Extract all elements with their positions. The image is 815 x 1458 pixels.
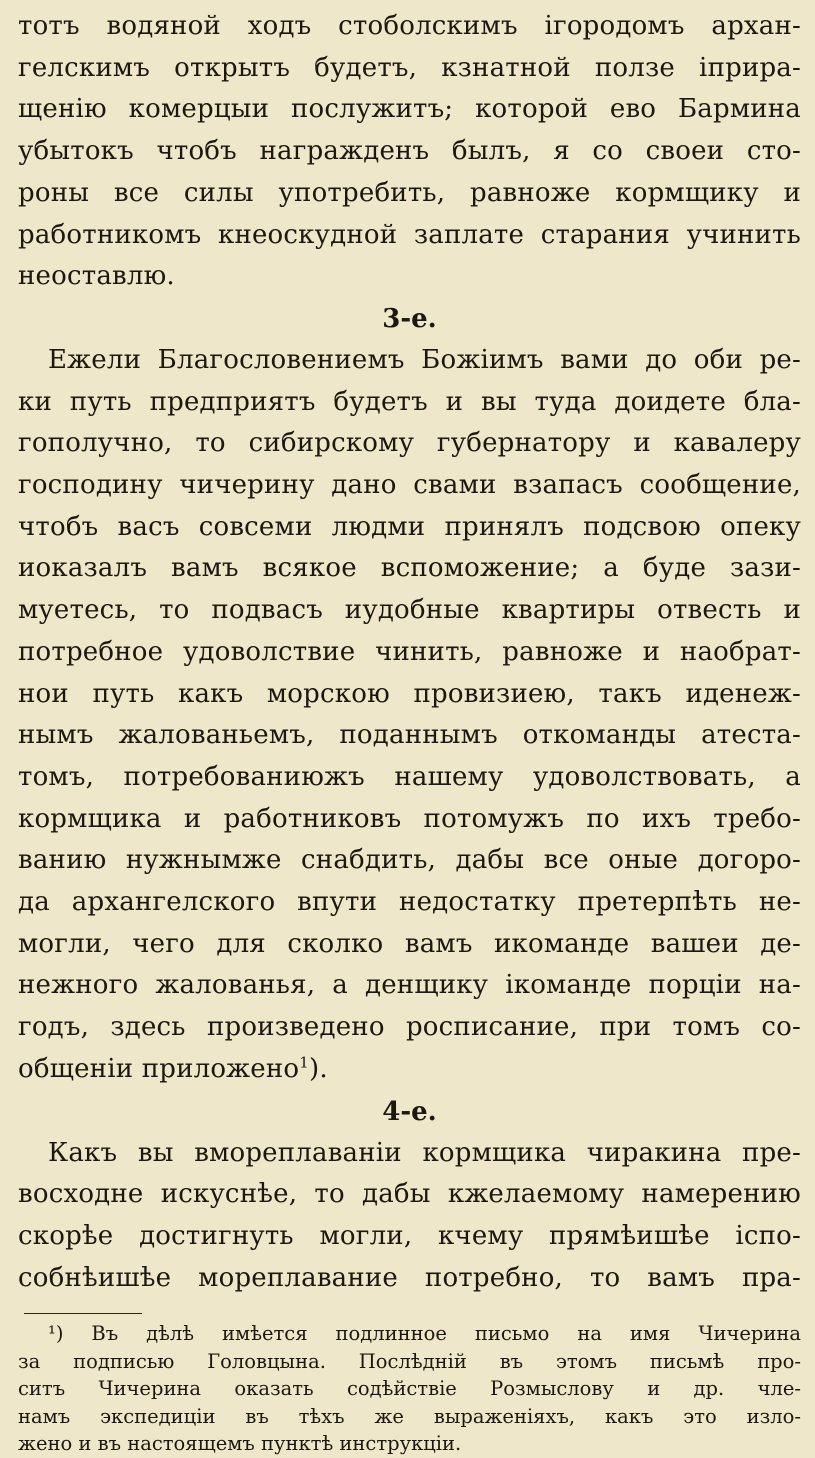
text-line: ки путь предприятъ будетъ и вы туда доидете бла- [18, 386, 801, 417]
text-line: муетесь, то подвасъ иудобные квартиры отвесть и [18, 595, 801, 626]
footnote-divider [24, 1313, 142, 1314]
text-line: гополучно, то сибирскому губернатору и кавалеру [18, 428, 801, 459]
text-line: иоказалъ вамъ всякое вспоможение; а буде зази- [18, 553, 801, 584]
paragraph-3 [18, 340, 801, 1091]
paragraph-4 [18, 1133, 801, 1300]
text-line: скорѣе достигнуть могли, кчему прямѣишѣе іспо- [18, 1220, 801, 1251]
text-line: восходне искуснѣе, то дабы кжелаемому намерению [18, 1179, 801, 1210]
text-line: могли, чего для сколко вамъ икоманде вашеи де- [18, 928, 801, 959]
footnote-line: за подписью Головцына. Послѣдній въ этомъ письмѣ про- [18, 1349, 801, 1373]
text-fragment: общеніи приложено [18, 1053, 300, 1084]
text-line: нои путь какъ морскою провизиею, такъ иденеж- [18, 678, 801, 709]
paragraph-2-end [18, 6, 801, 298]
footnote-line: ¹) Въ дѣлѣ имѣется подлинное письмо на имя Чичерина [48, 1322, 801, 1346]
footnote-marker: 1 [299, 1053, 310, 1072]
text-line: господину чичерину дано свами взапасъ сообщение, [18, 470, 801, 501]
text-line [18, 1049, 801, 1091]
text-line: тотъ водяной ходъ стоболскимъ ігородомъ архан- [18, 11, 801, 41]
text-line: годъ, здесь произведено росписание, при томъ со- [18, 1012, 801, 1043]
text-line: Какъ вы вмореплаваніи кормщика чиракина пре- [48, 1137, 801, 1168]
text-line: потребное удоволствие чинить, равноже и наобрат- [18, 636, 801, 667]
text-line: неоставлю. [18, 261, 175, 292]
text-line: работникомъ кнеоскудной заплате старания учинить [18, 219, 801, 250]
text-fragment: ). [309, 1053, 328, 1084]
text-line: Ежели Благословениемъ Божіимъ вами до оби ре- [48, 344, 801, 375]
section-heading-3: 3-е. [382, 303, 437, 334]
text-line: томъ, потребованиюжъ нашему удоволствовать, а [18, 761, 801, 792]
text-line: собнѣишѣе мореплавание потребно, то вамъ пра- [18, 1262, 801, 1293]
footnote-line: намъ экспедиціи въ тѣхъ же выраженіяхъ, какъ это изло- [18, 1404, 801, 1428]
text-line: нежного жалованья, а денщику ікоманде порціи на- [18, 970, 801, 1001]
text-line: да архангелского впути недостатку претерпѣть не- [18, 887, 801, 918]
text-line: чтобъ васъ совсеми людми принялъ подсвою опеку [18, 511, 801, 542]
footnote [18, 1320, 801, 1458]
footnote-line: жено и въ настоящемъ пунктѣ инструкціи. [18, 1432, 462, 1456]
text-line: убытокъ чтобъ награжденъ былъ, я со своеи сто- [18, 136, 801, 167]
text-line: нымъ жалованьемъ, поданнымъ откоманды атеста- [18, 720, 801, 751]
text-line: ванию нужнымже снабдить, дабы все оные догоро- [18, 845, 801, 876]
text-line: гелскимъ открытъ будетъ, кзнатной ползе іприра- [18, 52, 801, 83]
footnote-line: ситъ Чичерина оказать содѣйствіе Розмыслову и др. чле- [18, 1377, 801, 1401]
text-line: кормщика и работниковъ потомужъ по ихъ требо- [18, 803, 801, 834]
section-heading-4: 4-е. [382, 1096, 437, 1127]
text-line: щенію комерцыи послужитъ; которой ево Бармина [18, 94, 801, 125]
text-line: роны все силы употребить, равноже кормщику и [18, 177, 801, 208]
